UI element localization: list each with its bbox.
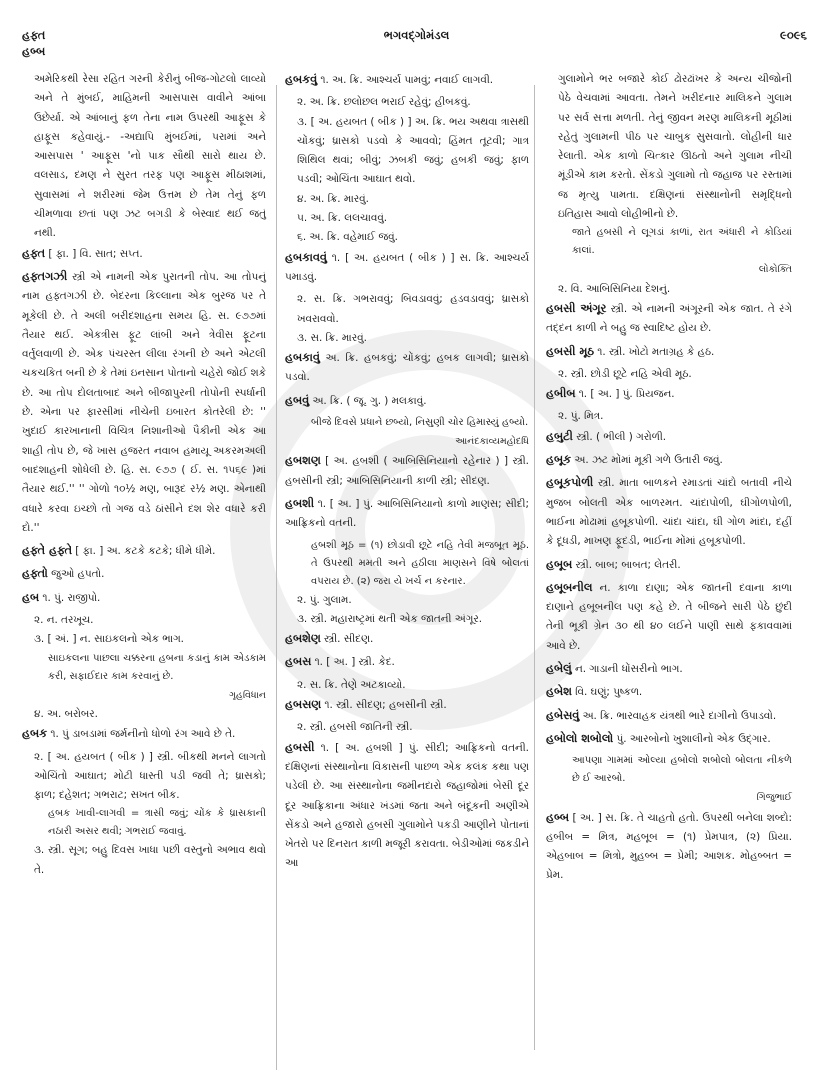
dictionary-entry <box>546 808 792 886</box>
sense-text <box>546 407 792 426</box>
dictionary-entry <box>285 248 529 288</box>
definition-text: ૨. [ અ. હયબત ( બીક ) ] સ્ત્રી. બીકથી મનને લાગતો ઓચિંતો આઘાત; મોટી ધાસ્તી પડી જવી તે; ધ્રાસકો; ફાળ; દહેશત; ગભરાટ; સખત બીક. <box>34 750 266 802</box>
column-2 <box>285 70 529 877</box>
dictionary-entry <box>285 629 529 649</box>
dictionary-entry <box>285 70 529 90</box>
dictionary-entry <box>546 342 792 362</box>
sense-text <box>285 209 529 228</box>
sense-text <box>546 280 792 299</box>
quotation <box>285 537 529 591</box>
dictionary-entry <box>546 578 792 656</box>
definition-text: ગિજુભાઈ <box>756 792 792 804</box>
dictionary-entry <box>546 384 792 404</box>
definition-text: અ. ક્રિ. હબકવું; ચોંકવું; હબક લાગવી; ધ્રાસકો પડવો. <box>285 352 529 384</box>
dictionary-entry <box>285 695 529 715</box>
definition-text: ૧. [ અ. ] પું. પ્રિયજન. <box>575 388 675 401</box>
sense-text <box>285 329 529 348</box>
definition-text: [ અ. ] સ. ક્રિ. તે ચાહતો હતો. ઉપરથી બનેલા શબ્દો: હબીબ = મિત્ર, મહબૂબ = (૧) પ્રેમપાત્ર, (૨) પ્રિયા. એહબાબ = મિત્રો, મુહબ્બ = પ્રેમી; આશક. મોહબ્બત = પ્રેમ. <box>546 811 792 882</box>
definition-text: ન. કાળા દાણા; એક જાતની દવાના કાળા દાણાને હબૂબનીલ પણ કહે છે. તે બીજને સારી પેઠે છુંદી તેની ભૂકી ગ્રેન ૩૦ થી ૪૦ લઈને પાણી સાથે ફકાવવામાં આવે છે. <box>546 581 792 652</box>
dictionary-entry <box>22 724 266 744</box>
definition-text: અ. ક્રિ. ( જૂ. ગુ. ) મલકાવું. <box>309 394 427 407</box>
dictionary-entry <box>546 299 792 339</box>
headword: હબશી <box>285 496 315 510</box>
definition-text: ૨. અ. ક્રિ. છલોછલ ભરાઈ રહેવું; હીબકવું. <box>297 96 471 109</box>
source-citation <box>546 260 792 279</box>
sense-text <box>285 93 529 112</box>
definition-text: ૧. પું. રાજીપો. <box>39 591 101 604</box>
sense-text <box>285 676 529 695</box>
headword: હબ <box>22 590 40 604</box>
definition-text: [ ફા. ] વિ. સાત; સપ્ત. <box>45 247 143 260</box>
sense-text <box>22 841 266 880</box>
sense-text <box>546 70 792 224</box>
definition-text: ૩. [ અ. હયબત ( બીક ) ] અ. ક્રિ. ભય અથવા ત્રાસથી ચોંકવું; ધ્રાસકો પડવો કે આવવો; હિંમત તૂટવી; ગાત્ર શિથિલ થવાં; બીવું; ઝબકી જવું; હબકી જવું; ફાળ પડવી; ઓચિંતા આઘાત થવો. <box>297 115 529 186</box>
definition-text: ૨. વિ. આબિસિનિયા દેશનું. <box>558 282 671 295</box>
quotation <box>546 224 792 260</box>
definition-text: ૨. સ્ત્રી. હબસી જાતિની સ્ત્રી. <box>297 721 413 734</box>
dictionary-entry <box>546 427 792 447</box>
definition-text: ૬. અ. ક્રિ. વહેમાઈ જવું. <box>297 231 398 244</box>
headword: હબક <box>22 727 48 741</box>
dictionary-entry <box>285 391 529 411</box>
definition-text: ૧. સ્ત્રી. સીદણ; હબસીની સ્ત્રી. <box>321 699 447 712</box>
definition-text: ૧. [ અ. હયબત ( બીક ) ] સ. ક્રિ. આશ્ચર્ય પમાડવું. <box>285 251 529 283</box>
dictionary-entry <box>546 450 792 470</box>
headword: હબૂબનીલ <box>546 580 593 594</box>
column-divider-1 <box>276 85 277 1070</box>
sense-text <box>285 228 529 247</box>
source-citation <box>546 788 792 807</box>
headword: હબેલું <box>546 662 572 676</box>
definition-text: સ્ત્રી. એ નામની અંગૂરની એક જાત. તે રંગે તદ્દન કાળી ને બહુ જ સ્વાદિષ્ટ હોય છે. <box>546 302 792 335</box>
definition-text: બીજે દિવસે પ્રધાને છબ્યો, નિસુણી ચોર હિમાસ્યું હબ્યો. <box>311 417 529 429</box>
definition-text: ૫. અ. ક્રિ. લલચાવવું. <box>297 212 388 225</box>
source-citation <box>285 432 529 451</box>
definition-text: ન. ગાડાની ધોંસરીનો ભાગ. <box>571 663 683 676</box>
headword: હબસી મૂઠ <box>546 344 594 358</box>
definition-text: ૨. પું. મિત્ર. <box>558 410 604 423</box>
headword: હબેસવું <box>546 708 580 722</box>
definition-text: અ. ક્રિ. ભારવાહક યંત્રથી ભારે દાગીનો ઉપાડવો. <box>579 709 777 722</box>
definition-text: ૨. સ. ક્રિ. ગભરાવવું; બિવડાવવું; હડવડાવવું; ધ્રાસકો ખવરાવવો. <box>297 293 529 325</box>
definition-text: અમેરિકથી રેસા રહિત ગરની કેરીનું બીજ-ગોટલો લાવ્યો અને તે મુંબઈ, માહિમની આસપાસ વાવીને આંબા ઉછેર્યા. એ આંબાનું ફળ તેના નામ ઉપરથી આફૂસ કે હાફૂસ કહેવાયું.- -અદ્યાપિ મુંબઈમાં, પરામાં અને આસપાસ ' આફૂસ 'નો પાક સૌથી સારો થાય છે. વલસાડ, દમણ ને સુરત તરફ પણ આફૂસ મીઠાશમાં, સુવાસમાં ને શરીરમાં જેમ ઉત્તમ છે તેમ તેનું ફળ ચીમળાવા છતાં પણ ઝટ બગડી કે બેસ્વાદ થઈ જતું નથી. <box>34 73 266 240</box>
dictionary-entry <box>546 555 792 575</box>
definition-text: સ્ત્રી. બાબ; બાબત; લેતરી. <box>572 558 681 571</box>
headword: હબશેણ <box>285 632 321 646</box>
headword: હફ્તો <box>22 567 48 581</box>
definition-text: ૧. સ્ત્રી. ખોટો મતાગ્રહ કે હઠ. <box>593 345 715 358</box>
definition-text: સ્ત્રી. ( ભીલી ) ગરોળી. <box>572 430 667 443</box>
dictionary-entry <box>22 267 266 538</box>
quotation <box>22 805 266 841</box>
sense-text <box>22 70 266 244</box>
headword: હબકાવું <box>285 351 320 365</box>
definition-text: સાઇકલના પાછલા ચક્કરના હબના કડાનું કામ એડકામ કરી, સફાઈદાર કામ કરવાનું છે. <box>48 652 266 682</box>
sense-text <box>285 718 529 737</box>
definition-text: લોકોક્તિ <box>758 264 792 276</box>
definition-text: ૪. અ. બરોબર. <box>34 707 98 720</box>
definition-text: આપણા ગામમાં ઓલ્યા હબોલો શબોલો બોલતા નીકળે છે ઈ આરબો. <box>572 755 792 785</box>
dictionary-entry <box>546 659 792 679</box>
sense-text <box>285 113 529 190</box>
dictionary-entry <box>546 473 792 551</box>
dictionary-entry <box>285 738 529 874</box>
source-citation <box>22 686 266 705</box>
headword: હબોલો શબોલો <box>546 731 614 745</box>
guide-word-top: હફ્ત <box>22 28 46 42</box>
headword: હફ્તે હફ્તે <box>22 544 72 558</box>
definition-text: ૨. પું. ગુલામ. <box>297 593 352 606</box>
sense-text <box>22 705 266 724</box>
dictionary-entry <box>22 564 266 584</box>
definition-text: હબશી મૂઠ = (૧) છોડાવી છૂટે નહિ તેવી મજબૂત મૂઠ. તે ઉપરથી મમતી અને હઠીલા માણસને વિષે બોલતાં વપરાય છે. (૨) જરા યે ખર્ચ ન કરનાર. <box>311 539 529 587</box>
definition-text: ૩. સ્ત્રી. મહારાષ્ટ્રમાં થતી એક જાતની અંગૂર. <box>297 612 482 625</box>
definition-text: ૩. સ. ક્રિ. મારવું. <box>297 331 367 344</box>
dictionary-title: ભગવદ્ગોમંડલ <box>383 28 450 42</box>
definition-text: ગૃહવિધાન <box>229 689 266 701</box>
definition-text: ૧. અ. ક્રિ. આશ્ચર્ય પામવું; નવાઈ લાગવી. <box>317 74 494 86</box>
definition-text: હબક ખાવી-લાગવી = ત્રાસી જવું; ચોંક કે ધ્રાસકાની નઠારી અસર થવી; ગભરાઈ જવાવું. <box>48 808 266 838</box>
definition-text: આનંદકાવ્યમહોદધિ <box>455 436 529 448</box>
definition-text: જાતે હબસી ને લૂગડાં કાળાં, રાત અંધારી ને કોડિયાં કાલાં. <box>572 227 792 257</box>
headword: હબેશ <box>546 685 572 699</box>
dictionary-entry <box>22 588 266 608</box>
headword: હબસ <box>285 655 312 669</box>
headword: હબ્બ <box>546 810 569 824</box>
guide-word-bottom: હબ્બ <box>22 44 46 58</box>
definition-text: સ્ત્રી. સીદણ. <box>320 633 374 646</box>
headword: હફ્ત <box>22 246 46 260</box>
dictionary-entry <box>22 541 266 561</box>
sense-text <box>285 190 529 209</box>
sense-text <box>285 591 529 610</box>
definition-text: ૧. [ અ. હબશી ] પું. સીદી; આફ્રિકનો વતની. દક્ષિણનાં સંસ્થાનોના વિકાસની પાછળ એક કલંક કથા પણ પડેલી છે. આ સંસ્થાનોના જમીનદારો જહાજોમાં બેસી દૂર દૂર આફ્રિકાના અંધાર ખંડમાં જતા અને બંદૂકની અણીએ સેંકડો અને હજારો હબસી ગુલામોને પકડી આણીને પોતાનાં ખેતરો પર દિનરાત કાળી મજૂરી કરાવતા. બેડીઓમાં જકડીને આ <box>285 741 529 870</box>
dictionary-entry <box>22 244 266 264</box>
definition-text: ૪. અ. ક્રિ. મારવું. <box>297 192 369 205</box>
definition-text: પું. આરબોનો ખુશાલીનો એક ઉદ્ગાર. <box>613 732 771 745</box>
dictionary-entry <box>285 451 529 491</box>
definition-text: સ્ત્રી એ નામની એક પુરાતની તોપ. આ તોપનું નામ હફ્તગઝી છે. બેદરના કિલ્લાના એક બુરજ પર તે મૂકેલી છે. તે અલી બરીદશાહના સમય હિ. સ. ૯૭૭માં તૈયાર થઈ. એકત્રીસ ફૂટ લાંબી અને ત્રેવીસ ફૂટના વર્તુલવાળી છે. એક પંચરસ્ત લીલા રંગની છે અને એટલી ચકચકિત બની છે કે તેમાં ઇનસાન પોતાનો ચહેરો જોઈ શકે છે. આ તોપ દોલતાબાદ અને બીજાપુરની તોપોની સ્પર્ધાની છે. એના પર ફારસીમાં નીચેની ઇબારત કોતરેલી છે: '' ખુદાઈ કારખાનાની વિચિત્ર નિશાનીઓ પૈકીની એક આ શાહી તોપ છે, જે ખાસ હજરત નવાબ હમાયૂ અકરમઅલી બાદશાહની શોધેલી છે. હિ. સ. ૯૭૭ ( ઈ. સ. ૧૫૬૯ )માં તૈયાર થઈ.'' '' ગોળો ૧૦½ મણ, બારૂદ ર½ મણ. એનાથી વધારે કરવા ઇચ્છો તો ગજ વડે ઠાંસીને દશ શેર વધારે કરી દો.'' <box>22 270 266 534</box>
dictionary-entry <box>546 706 792 726</box>
sense-text <box>285 610 529 629</box>
quotation <box>285 414 529 432</box>
page-number: ૯૦૯૬ <box>780 28 807 42</box>
page-header <box>22 24 811 58</box>
headword: હબીબ <box>546 387 576 401</box>
headword: હબસી અંગૂર <box>546 301 607 315</box>
quotation <box>546 752 792 788</box>
sense-text <box>22 748 266 806</box>
definition-text: જુઓ હપતો. <box>47 568 105 581</box>
headword: હબશણ <box>285 454 321 468</box>
column-3 <box>546 70 792 889</box>
column-divider-2 <box>534 85 535 1050</box>
headword: હબસણ <box>285 698 322 712</box>
sense-text <box>285 290 529 329</box>
sense-text <box>546 365 792 384</box>
headword: હબૂકપોળી <box>546 476 594 490</box>
dictionary-entry <box>285 652 529 672</box>
headword: હબુટી <box>546 429 573 443</box>
column-1 <box>22 70 266 880</box>
headword: હબવું <box>285 393 310 407</box>
headword: હબકાવવું <box>285 250 327 264</box>
headword: હબસી <box>285 740 315 754</box>
definition-text: [ ફા. ] અ. કટકે કટકે; ધીમે ધીમે. <box>71 545 216 558</box>
definition-text: ૨. સ્ત્રી. છોડી છૂટે નહિ એવી મૂઠ. <box>558 367 692 380</box>
definition-text: ૨. ન. તરખૂચ. <box>34 614 94 627</box>
sense-text <box>22 611 266 630</box>
dictionary-entry <box>285 494 529 534</box>
definition-text: ૧. [ અ. ] સ્ત્રી. કેદ. <box>311 656 395 669</box>
headword: હફ્તગઝી <box>22 269 68 283</box>
definition-text: ૧. પું ડાબડામાં જર્મનીનો ધોળો રંગ આવે છે તે. <box>47 728 236 741</box>
dictionary-entry <box>546 729 792 749</box>
dictionary-entry <box>285 348 529 388</box>
definition-text: અ. ઝટ મોંમાં મૂકી ગળે ઉતારી જવું. <box>571 454 723 467</box>
definition-text: સ્ત્રી. માતા બાળકને રમાડતાં ચાંદો બતાવી નીચે મુજબ બોલતી એક બાળરમત. ચાંદાપોળી, ઘીગોળપોળી, ભાઈના મોઢામાં હબૂકપોળી. ચાંદા ચાંદા, ઘી ગોળ માંદા, દહીં કે દૂધડી, માખણ ફૂદડી, ભાઈના મોંમાં હબૂકપોળી. <box>546 477 792 548</box>
headword: હબૂબ <box>546 557 573 571</box>
definition-text: ૨. સ. ક્રિ. તેણે અટકાવ્યો. <box>297 678 406 691</box>
dictionary-entry <box>546 682 792 702</box>
definition-text: [ અ. હબશી ( આબિસિનિયાનો રહેનાર ) ] સ્ત્રી. હબસીની સ્ત્રી; આબિસિનિયાની કાળી સ્ત્રી; સીદણ. <box>285 455 529 487</box>
definition-text: વિ. ઘણું; પુષ્કળ. <box>571 686 643 699</box>
quotation <box>22 650 266 686</box>
definition-text: ગુલામોને ભર બજારે કોઈ ઢોરઢાંખર કે અન્ય ચીજોની પેઠે વેચવામાં આવતા. તેમને ખરીદનાર માલિકને ગુલામ પર સર્વ સત્તા મળતી. તેનું જીવન મરણ માલિકની મૂઠીમાં રહેતું ગુલામની પીઠ પર ચાબુક સુસવાતો. લોહીની ધાર રેલાતી. એક કાળો ચિત્કાર ઊઠતો અને ગુલામ નીચી મૂંડીએ કામ કરતો. સેંકડો ગુલામો તો જહાજ પર રસ્તામાં જ મૃત્યુ પામતા. દક્ષિણનાં સંસ્થાનોની સમૃદ્ધિનો ઇતિહાસ આવો લોહીભીનો છે. <box>558 73 792 221</box>
headword: હબૂક <box>546 453 572 467</box>
definition-text: ૧. [ અ. ] પું. આબિસિનિયાનો કાળો માણસ; સીદી; આફ્રિકનો વતની. <box>285 497 529 530</box>
headword: હબકવું <box>285 73 318 86</box>
definition-text: ૩. સ્ત્રી. સૂગ; બહુ દિવસ ખાધા પછી વસ્તુનો અભાવ થવો તે. <box>34 844 266 876</box>
definition-text: ૩. [ અં. ] ન. સાઇકલનો એક ભાગ. <box>34 633 184 646</box>
sense-text <box>22 630 266 649</box>
